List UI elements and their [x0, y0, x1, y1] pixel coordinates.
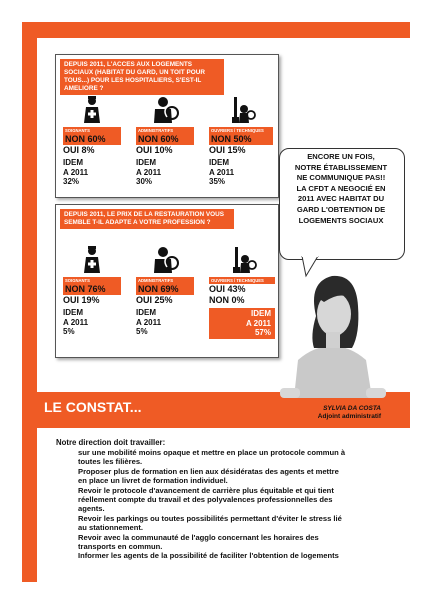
list-item: Informer les agents de la possibilité de faciliter l'obtention de logements — [78, 551, 339, 561]
survey-2-tag-soignants: SOIGNANTS — [63, 277, 121, 284]
survey-2-non-ouvriers: NON 0% — [209, 295, 245, 305]
phone-operator-icon — [150, 245, 180, 275]
survey-2-oui-soignants: OUI 19% — [63, 295, 100, 305]
survey-2-box — [55, 204, 279, 358]
nurse-icon — [77, 95, 107, 125]
phone-operator-icon — [150, 95, 180, 125]
list-item: Revoir avec la communauté de l'agglo concernant les horaires des transports en commun. — [78, 532, 319, 552]
orange-frame-left — [22, 22, 37, 582]
survey-1-tag-ouvriers: OUVRIERS / TECHNIQUES — [209, 127, 273, 134]
survey-1-oui-ouvriers: OUI 15% — [209, 145, 246, 155]
demands-list — [56, 448, 401, 561]
list-item: Revoir les parkings ou toutes possibilités permettant d'éviter le stress lié au stationnement. — [78, 513, 342, 533]
survey-2-question: DEPUIS 2011, LE PRIX DE LA RESTAURATION VOUS SEMBLE T-IL ADAPTE A VOTRE PROFESSION ? — [60, 209, 234, 229]
survey-2-col-administratifs — [136, 245, 194, 337]
constat-title: LE CONSTAT... — [44, 399, 142, 415]
survey-1-question: DEPUIS 2011, L'ACCES AUX LOGEMENTS SOCIAUX (HABITAT DU GARD, UN TOIT POUR TOUS...) POUR LES HOSPITALIERS, S'EST-IL AMELIORE ? — [60, 59, 224, 95]
survey-1-tag-soignants: SOIGNANTS — [63, 127, 121, 134]
survey-1-idem-administratifs: IDEM A 2011 30% — [136, 158, 162, 186]
survey-1-idem-ouvriers: IDEM A 2011 35% — [209, 158, 235, 186]
speech-bubble-text: ENCORE UN FOIS, NOTRE ÉTABLISSEMENT NE COMMUNIQUE PAS!! LA CFDT A NEGOCIÉ EN 2011 AVEC HABITAT DU GARD L'OBTENTION DE LOGEMENTS SOCIAUX — [294, 152, 388, 225]
survey-1-non-ouvriers: NON 50% — [209, 134, 273, 145]
survey-1-box — [55, 54, 279, 198]
survey-1-oui-administratifs: OUI 10% — [136, 145, 173, 155]
signature-role: Adjoint administratif — [317, 413, 381, 420]
survey-1-oui-soignants: OUI 8% — [63, 145, 95, 155]
orange-frame-top — [22, 22, 410, 38]
survey-2-oui-ouvriers: OUI 43% — [209, 284, 246, 294]
person-photo — [254, 256, 410, 398]
signature-name: SYLVIA DA COSTA — [323, 405, 381, 412]
survey-2-idem-soignants: IDEM A 2011 5% — [63, 308, 89, 336]
survey-2-non-administratifs: NON 69% — [136, 284, 194, 295]
survey-2-tag-ouvriers: OUVRIERS / TECHNIQUES — [209, 277, 275, 284]
survey-2-idem-ouvriers: IDEM A 2011 57% — [209, 308, 275, 339]
nurse-icon — [77, 245, 107, 275]
survey-1-col-soignants — [63, 95, 121, 187]
survey-2-col-soignants — [63, 245, 121, 337]
list-item: Revoir le protocole d'avancement de carrière plus équitable et qui tient réellement compte du travail et des polyvalences professionnelles des agents. — [78, 485, 334, 514]
tools-icon — [226, 95, 256, 125]
survey-2-oui-administratifs: OUI 25% — [136, 295, 173, 305]
list-item: Proposer plus de formation en lien aux désidératas des agents et mettre en place un livret de formation individuel. — [78, 466, 339, 486]
list-title: Notre direction doit travailler: — [56, 438, 166, 447]
survey-1-non-administratifs: NON 60% — [136, 134, 194, 145]
survey-2-non-soignants: NON 76% — [63, 284, 121, 295]
survey-1-non-soignants: NON 60% — [63, 134, 121, 145]
survey-1-col-ouvriers — [209, 95, 273, 187]
tools-icon — [227, 245, 257, 275]
survey-2-tag-administratifs: ADMINISTRATIFS — [136, 277, 194, 284]
survey-2-idem-administratifs: IDEM A 2011 5% — [136, 308, 162, 336]
survey-1-col-administratifs — [136, 95, 194, 187]
survey-1-tag-administratifs: ADMINISTRATIFS — [136, 127, 194, 134]
list-item: sur une mobilité moins opaque et mettre en place un protocole commun à toutes les filières. — [78, 448, 346, 467]
survey-1-idem-soignants: IDEM A 2011 32% — [63, 158, 89, 186]
